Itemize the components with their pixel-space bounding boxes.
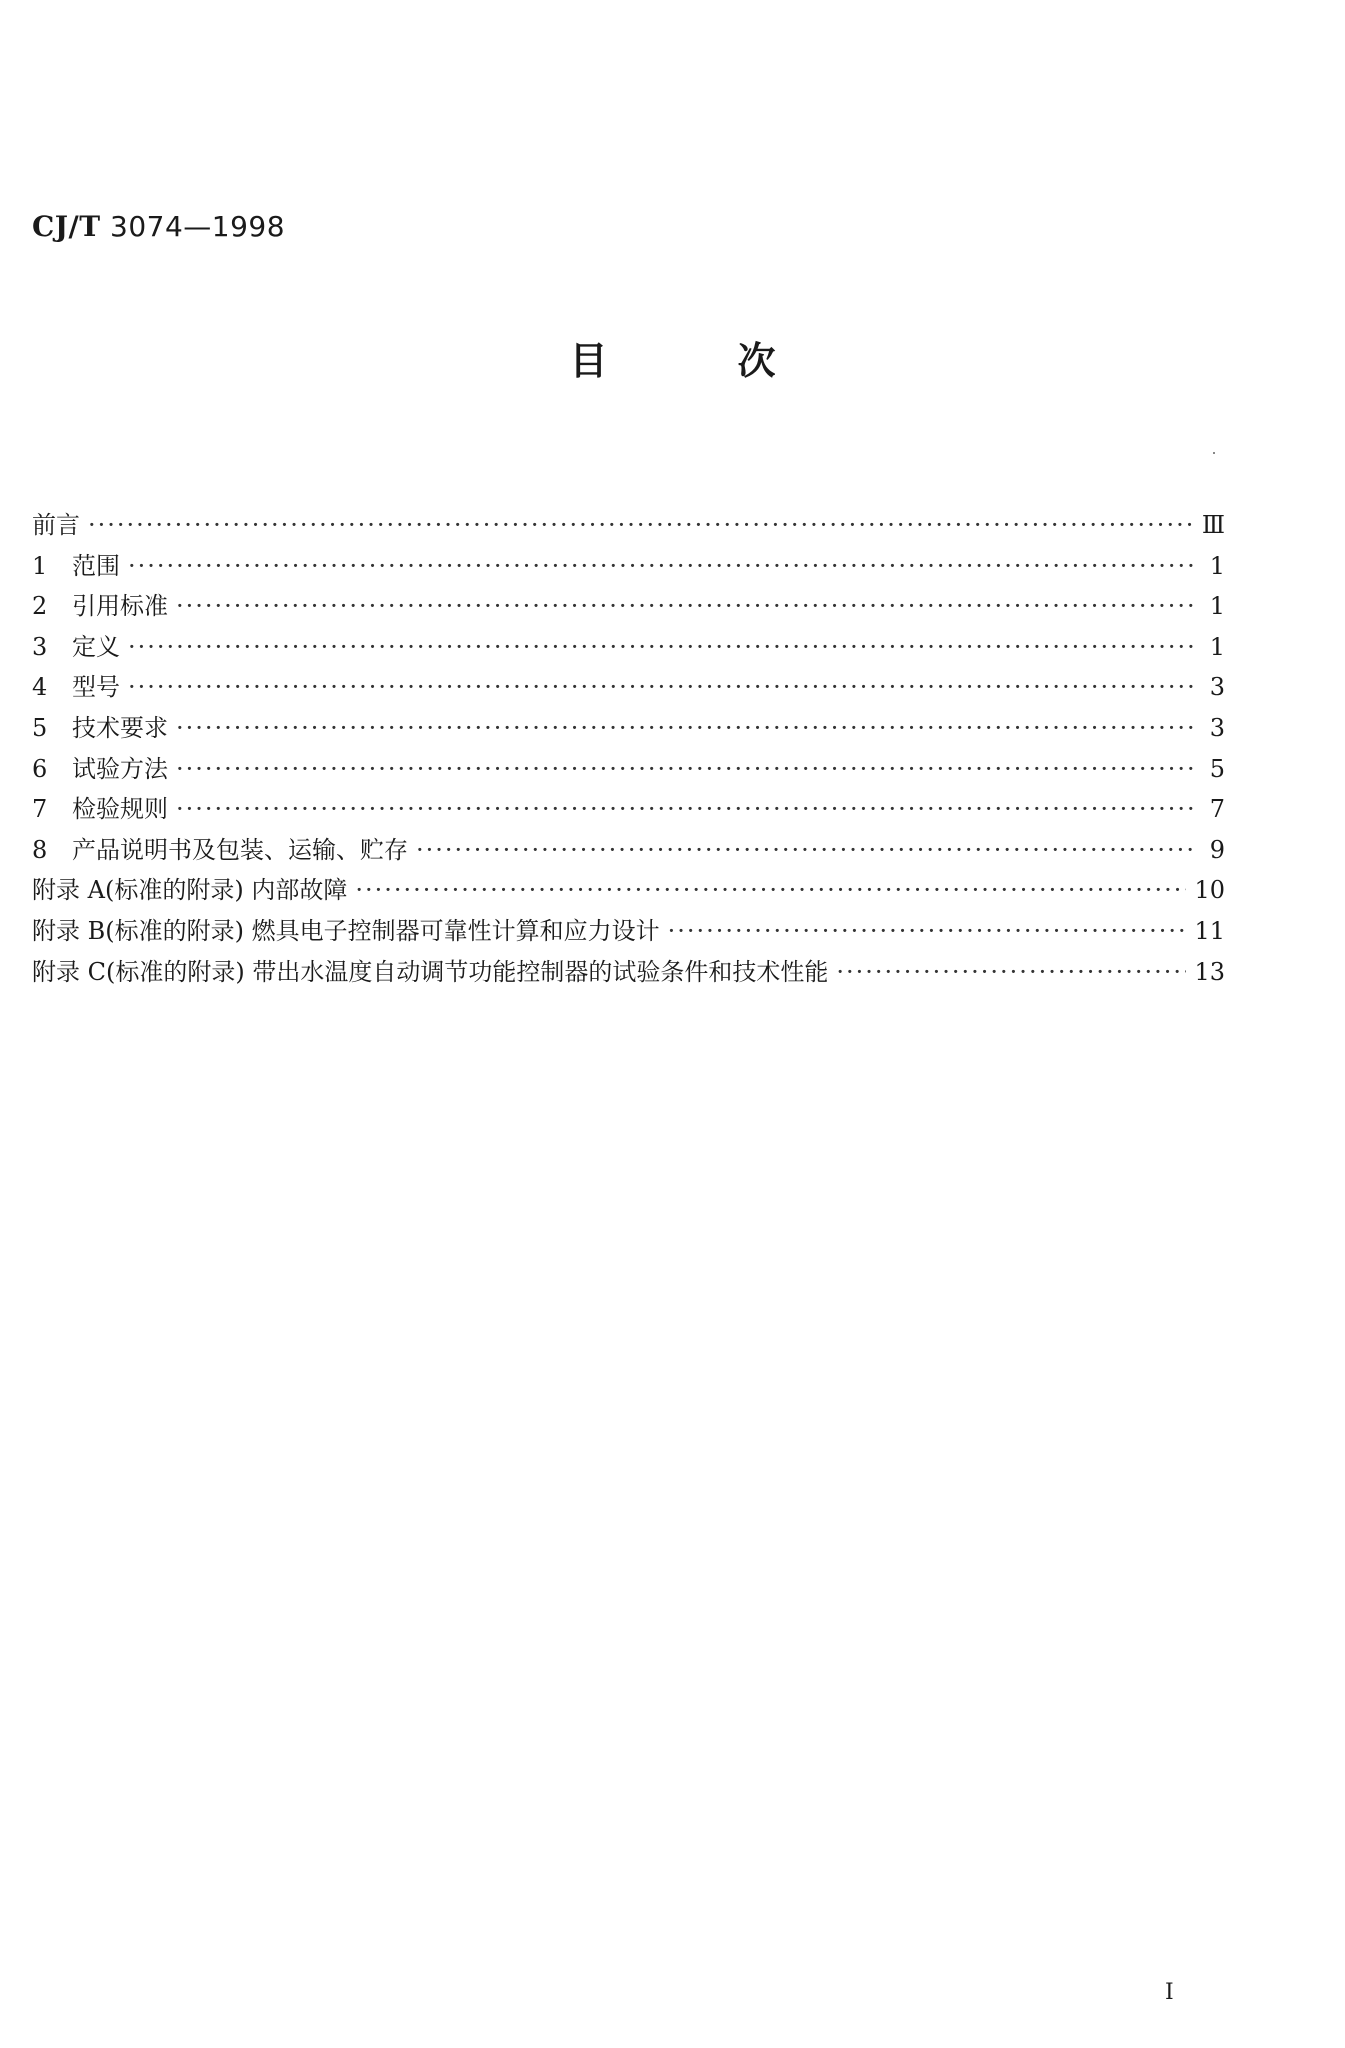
toc-entry-3[interactable] (32, 627, 1225, 668)
toc-entry-number: 6 (32, 754, 48, 783)
standard-code (32, 210, 285, 243)
toc-entry-label: 附录 A(标准的附录) 内部故障 (32, 876, 348, 905)
toc-entry-number: 5 (32, 713, 48, 742)
toc-entry-label: 定义 (72, 632, 120, 661)
toc-entry-page: 1 (1209, 592, 1225, 621)
standard-code-number: 3074—1998 (110, 210, 286, 243)
toc-entry-page: 9 (1209, 835, 1225, 864)
toc-entry-4[interactable] (32, 667, 1225, 708)
toc-entry-number: 2 (32, 592, 48, 621)
toc-leader-dots (176, 708, 1195, 748)
toc-entry-label: 范围 (72, 551, 120, 580)
toc-entry-label: 检验规则 (72, 795, 168, 824)
toc-entry-label: 前言 (32, 511, 80, 539)
toc-entry-1[interactable] (32, 546, 1225, 587)
page-number: I (1165, 1980, 1174, 2005)
toc-leader-dots (176, 749, 1195, 789)
toc-entry-number: 7 (32, 795, 48, 824)
toc-entry-page: 5 (1209, 754, 1225, 783)
toc-leader-dots (176, 789, 1195, 829)
toc-leader-dots (128, 546, 1195, 586)
toc-leader-dots (416, 830, 1195, 870)
toc-entry-page: 13 (1194, 957, 1225, 986)
toc-leader-dots (668, 911, 1187, 951)
toc-leader-dots (176, 586, 1195, 626)
toc-entry-page: 3 (1209, 673, 1225, 702)
toc-entry-5[interactable] (32, 708, 1225, 749)
toc-leader-dots (128, 667, 1195, 707)
toc-entry-page: 1 (1209, 632, 1225, 661)
toc-entry-appendix-a[interactable] (32, 870, 1225, 911)
toc-entry-number: 3 (32, 632, 48, 661)
toc-entry-6[interactable] (32, 749, 1225, 790)
toc-entry-page: 1 (1209, 551, 1225, 580)
toc-entry-number: 4 (32, 673, 48, 702)
scan-speck (1213, 452, 1215, 454)
toc-entry-label: 附录 C(标准的附录) 带出水温度自动调节功能控制器的试验条件和技术性能 (32, 957, 829, 986)
toc-entry-number: 8 (32, 835, 48, 864)
toc-entry-label: 试验方法 (72, 754, 168, 783)
toc-leader-dots (128, 627, 1195, 667)
toc-entry-page: 10 (1194, 876, 1225, 905)
page-title-char-1: 目 (569, 339, 608, 383)
toc-entry-label: 技术要求 (72, 713, 168, 742)
toc-entry-page: Ⅲ (1201, 511, 1225, 539)
toc-list (32, 505, 1225, 992)
standard-code-prefix: CJ/T (32, 210, 101, 243)
toc-entry-8[interactable] (32, 830, 1225, 871)
toc-entry-number: 1 (32, 551, 48, 580)
toc-entry-foreword[interactable] (32, 505, 1225, 546)
page-title-char-2: 次 (737, 339, 776, 383)
toc-entry-appendix-b[interactable] (32, 911, 1225, 952)
toc-entry-label: 产品说明书及包装、运输、贮存 (72, 835, 408, 864)
page-title (0, 330, 1345, 385)
toc-entry-label: 型号 (72, 673, 120, 702)
toc-leader-dots (355, 870, 1186, 910)
toc-entry-page: 7 (1209, 795, 1225, 824)
toc-entry-page: 11 (1194, 916, 1225, 945)
toc-entry-appendix-c[interactable] (32, 952, 1225, 993)
toc-entry-label: 附录 B(标准的附录) 燃具电子控制器可靠性计算和应力设计 (32, 916, 660, 945)
toc-entry-7[interactable] (32, 789, 1225, 830)
toc-entry-label: 引用标准 (72, 592, 168, 621)
toc-entry-2[interactable] (32, 586, 1225, 627)
toc-leader-dots (88, 505, 1194, 545)
toc-leader-dots (836, 952, 1186, 992)
toc-entry-page: 3 (1209, 713, 1225, 742)
